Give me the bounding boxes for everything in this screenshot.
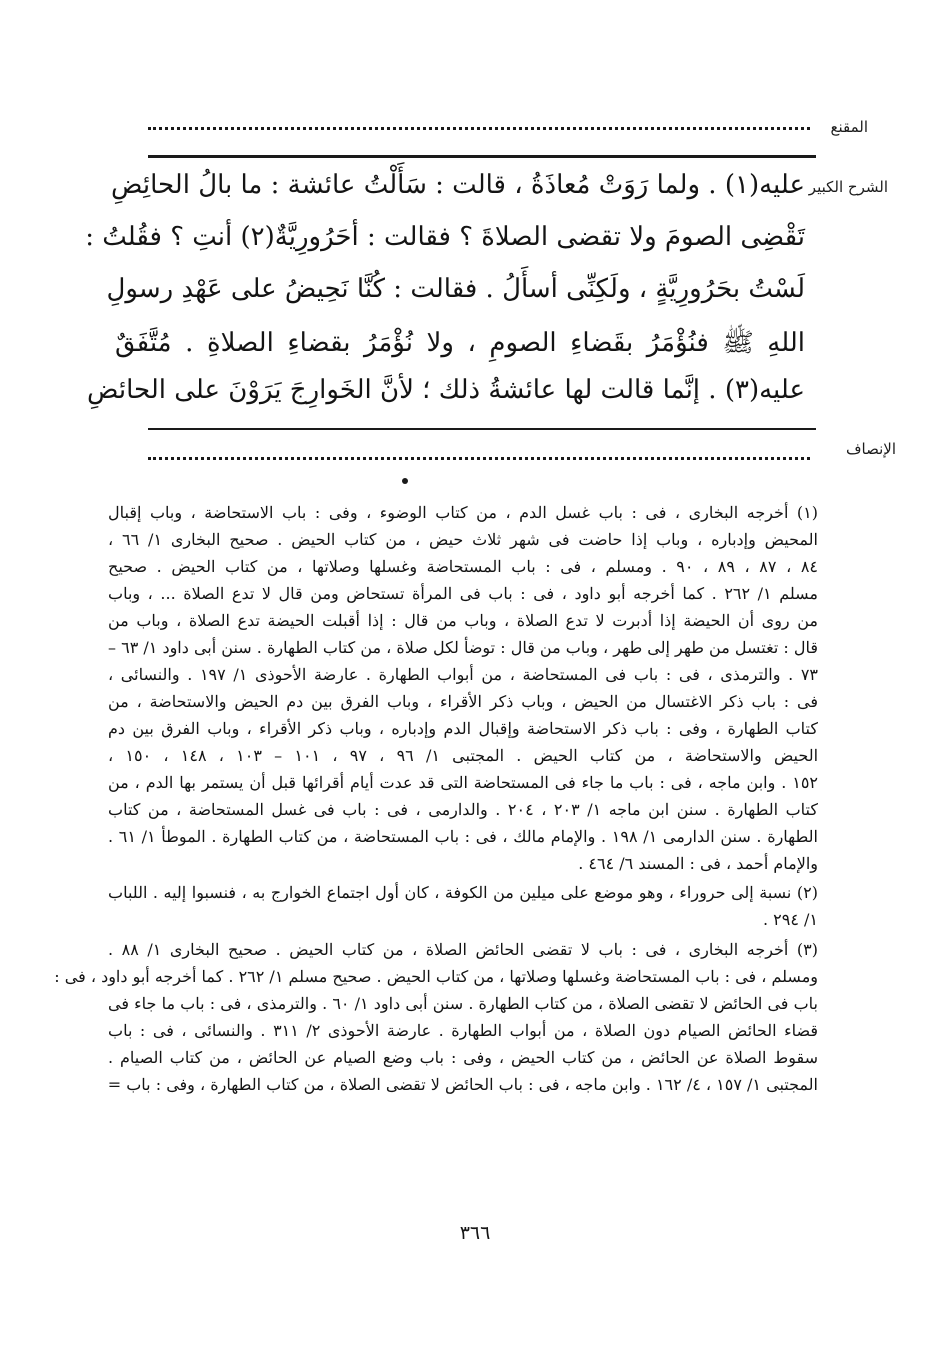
- label-sharh-kabir: الشرح الكبير: [808, 178, 888, 196]
- footnote-line: المحيض وإدباره ، وباب إذا حاضت فى شهر ثلاث حيض ، من كتاب الحيض . صحيح البخارى ١/ ٦٦ ،: [108, 530, 818, 549]
- main-bottom-rule: [148, 428, 816, 430]
- footnote-line: ٨٤ ، ٨٧ ، ٨٩ ، ٩٠ . ومسلم ، فى : باب المستحاضة وغسلها وصلاتها ، من كتاب الحيض . صحيح: [108, 557, 818, 576]
- footnote-line: قال : تغتسل من طهر إلى طهر ، وباب من قال : توضأ لكل صلاة ، من كتاب الطهارة . سنن أبى داود ١/ ٦٣ –: [108, 638, 818, 657]
- main-text-line-2: تَقْضِى الصومَ ولا تقضى الصلاةَ ؟ فقالت : أحَرُورِيَّةٌ(٢) أنتِ ؟ فقُلتُ :: [85, 222, 805, 252]
- muqni-dotted-rule: [148, 127, 810, 130]
- footnote-line: من روى أن الحيضة إذا أدبرت لا تدع الصلاة ، وباب من قال : إذا أقبلت الحيضة تدع الصلاة ، وباب من: [108, 611, 818, 630]
- footnote-line: مسلم ١/ ٢٦٢ . كما أخرجه أبو داود ، فى : باب فى المرأة تستحاض ومن قال لا تدع الصلاة ... ، وباب: [108, 584, 818, 603]
- footnote-line: كتاب الطهارة ، وفى : باب ذكر الاستحاضة وإقبال الدم وإدباره ، وباب ذكر الأقراء ، وباب الفرق بين دم: [108, 719, 818, 738]
- insaf-dotted-rule: [148, 457, 810, 460]
- main-text-line-1: عليه(١) . ولما رَوَتْ مُعاذَةُ ، قالت : سَأَلْتُ عائشة : ما بالُ الحائِضِ: [110, 170, 805, 200]
- footnote-line: المجتبى ١/ ١٥٧ ، ٤/ ١٦٢ . وابن ماجه ، فى : باب الحائض لا تقضى الصلاة ، من كتاب الطهارة ، وفى : باب =: [107, 1075, 818, 1094]
- footnote-line: والإمام أحمد ، فى : المسند ٦/ ٤٦٤ .: [578, 854, 818, 873]
- page-number: ٣٦٦: [459, 1222, 491, 1244]
- footnote-line: قضاء الحائض الصيام دون الصلاة ، من أبواب الطهارة . عارضة الأحوذى ٢/ ٣١١ . والنسائى ، فى : باب: [108, 1021, 819, 1040]
- footnote-line: (٣) أخرجه البخارى ، فى : باب لا تقضى الحائض الصلاة ، من كتاب الحيض . صحيح البخارى ١/ ٨٨ .: [108, 940, 819, 959]
- separator-dot: [402, 478, 408, 484]
- footnote-line: كتاب الطهارة . سنن ابن ماجه ١/ ٢٠٣ ، ٢٠٤ . والدارمى ، فى : باب فى غسل المستحاضة ، من كتاب: [108, 800, 818, 819]
- footnote-line: الطهارة . سنن الدارمى ١/ ١٩٨ . والإمام مالك ، فى : باب المستحاضة ، من كتاب الطهارة . الموطأ ١/ ٦١ .: [108, 827, 818, 846]
- label-muqni: المقنع: [830, 118, 868, 136]
- footnote-line: سقوط الصلاة عن الحائض ، من كتاب الحيض ، وفى : باب وضع الصيام عن الحائض ، من كتاب الصيام .: [108, 1048, 818, 1067]
- footnote-line: فى : باب ذكر الاغتسال من الحيض ، وباب ذكر الأقراء ، وباب الفرق بين دم الحيض والاستحاضة ، من: [108, 692, 818, 711]
- footnote-line: ١/ ٢٩٤ .: [762, 910, 818, 929]
- main-top-rule: [148, 155, 816, 158]
- footnote-line: (١) أخرجه البخارى ، فى : باب غسل الدم ، من كتاب الوضوء ، وفى : باب الاستحاضة ، وباب إقبال: [108, 503, 819, 522]
- footnote-line: (٢) نسبة إلى حروراء ، وهو موضع على ميلين من الكوفة ، كان أول اجتماع الخوارج به ، فنسبوا إليه . اللباب: [108, 883, 818, 902]
- footnote-line: باب فى الحائض لا تقضى الصلاة ، من كتاب الطهارة . سنن أبى داود ١/ ٦٠ . والترمذى ، فى : باب ما جاء فى: [108, 994, 819, 1013]
- footnote-line: ١٥٢ . وابن ماجه ، فى : باب ما جاء فى المستحاضة التى قد عدت أيام أقرائها قبل أن يستمر بها الدم ، من: [108, 773, 819, 792]
- footnote-line: ٧٣ . والترمذى ، فى : باب فى المستحاضة ، من أبواب الطهارة . عارضة الأحوذى ١/ ١٩٧ . والنسائى ،: [108, 665, 818, 684]
- footnote-line: الحيض والاستحاضة ، من كتاب الحيض . المجتبى ١/ ٩٦ ، ٩٧ ، ١٠١ – ١٠٣ ، ١٤٨ ، ١٥٠ ،: [108, 746, 819, 765]
- main-text-line-4: اللهِ ﷺ فنُؤْمَرُ بقَضاءِ الصومِ ، ولا نُؤْمَرُ بقضاءِ الصلاةِ . مُتَّفَقٌ: [115, 328, 805, 358]
- footnote-line: ومسلم ، فى : باب المستحاضة وغسلها وصلاتها ، من كتاب الحيض . صحيح مسلم ١/ ٢٦٢ . كما أخرجه أبو داود ، فى :: [54, 967, 818, 986]
- label-insaf: الإنصاف: [845, 440, 896, 458]
- main-text-line-5: عليه(٣) . إنَّما قالت لها عائشةُ ذلك ؛ لأنَّ الخَوارِجَ يَرَوْنَ على الحائضِ: [87, 375, 805, 405]
- main-text-line-3: لَسْتُ بحَرُورِيَّةٍ ، ولَكِنِّى أسأَلُ . فقالت : كُنَّا نَحِيضُ على عَهْدِ رسولِ: [106, 274, 805, 304]
